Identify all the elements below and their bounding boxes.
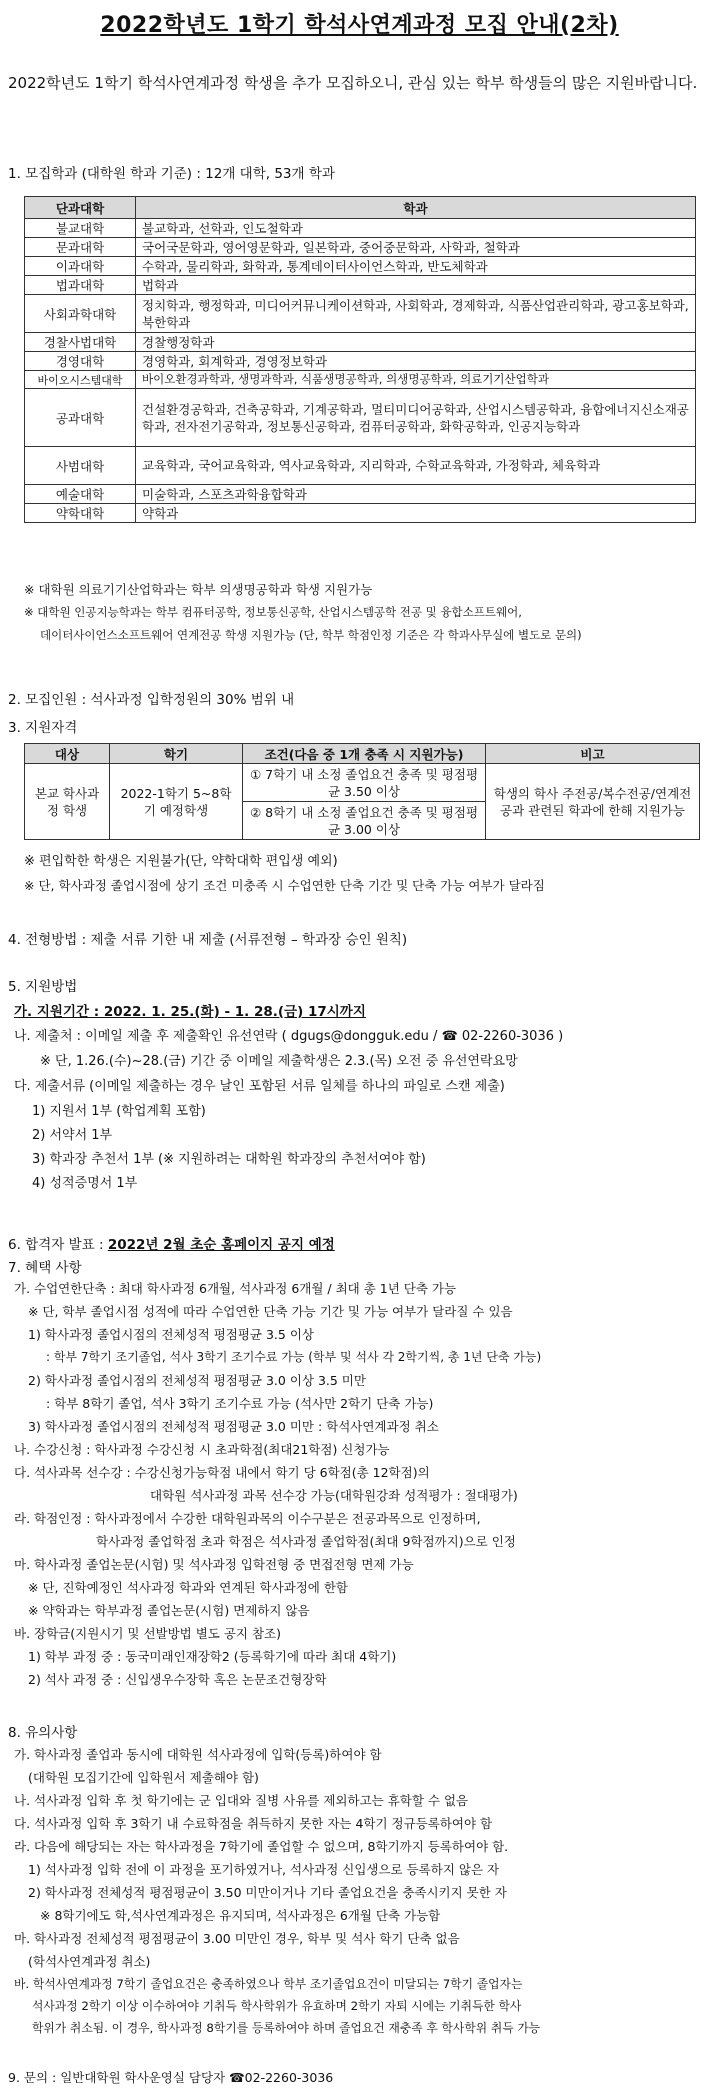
announce-label: 6. 합격자 발표 : [8,1237,108,1253]
col-remark-header: 비고 [486,744,700,764]
benefit-line: 대학원 석사과정 과목 선수강 가능(대학원강좌 성적평가 : 절대평가) [150,1488,518,1503]
table-row [25,504,696,523]
target-cell: 본교 학사과정 학생 [25,764,110,840]
col-target-header: 대상 [25,744,110,764]
table-row [25,257,696,276]
benefit-line: 가. 수업연한단축 : 최대 학사과정 6개월, 석사과정 6개월 / 최대 총 1년 단축 가능 [14,1281,457,1296]
notice-line: 석사과정 2학기 이상 이수하여야 기취득 학사학위가 유효하며 2학기 자퇴 시에는 기취득한 학사 [32,1999,522,2013]
college-cell: 경찰사법대학 [25,333,136,352]
section-3-heading: 3. 지원자격 [8,720,78,736]
benefit-line: 마. 학사과정 졸업논문(시험) 및 석사과정 입학전형 중 면접전형 면제 가능 [14,1557,414,1572]
table-row [25,389,696,447]
term-cell: 2022-1학기 5~8학기 예정학생 [110,764,243,840]
application-period: 가. 지원기간 : 2022. 1. 25.(화) - 1. 28.(금) 17시까지 [14,1004,366,1020]
col-term-header: 학기 [110,744,243,764]
department-cell: 국어국문학과, 영어영문학과, 일본학과, 중어중문학과, 사학과, 철학과 [136,238,696,257]
notice-line: 다. 석사과정 입학 후 3학기 내 수료학점을 취득하지 못한 자는 4학기 정규등록하여야 함 [14,1816,493,1831]
benefit-line: 1) 학부 과정 중 : 동국미래인재장학2 (등록학기에 따라 최대 4학기) [28,1649,397,1664]
table-row [25,447,696,485]
table-row [25,485,696,504]
remark-cell: 학생의 학사 주전공/복수전공/연계전공과 관련된 학과에 한해 지원가능 [486,764,700,840]
college-cell: 공과대학 [25,389,136,447]
condition-cell: ② 8학기 내 소정 졸업요건 충족 및 평점평균 3.00 이상 [243,802,486,840]
section-8-heading: 8. 유의사항 [8,1725,78,1741]
notice-line: (대학원 모집기간에 입학원서 제출해야 함) [28,1770,259,1785]
department-cell: 바이오환경과학과, 생명과학과, 식품생명공학과, 의생명공학과, 의료기기산업학과 [136,371,696,389]
department-cell: 경찰행정학과 [136,333,696,352]
section-1-note: 데이터사이언스소프트웨어 연계전공 학생 지원가능 (단, 학부 학점인정 기준은 각 학과사무실에 별도로 문의) [40,628,582,642]
notice-line: 학위가 취소됨. 이 경우, 학사과정 8학기를 등록하여야 하며 졸업요건 재충족 후 학사학위 취득 가능 [32,2021,541,2035]
section-1-note: ※ 대학원 의료기기산업학과는 학부 의생명공학과 학생 지원가능 [24,582,373,597]
department-cell: 약학과 [136,504,696,523]
notice-line: 마. 학사과정 전체성적 평점평균이 3.00 미만인 경우, 학부 및 석사 학기 단축 없음 [14,1931,460,1946]
college-cell: 이과대학 [25,257,136,276]
department-cell: 정치학과, 행정학과, 미디어커뮤니케이션학과, 사회학과, 경제학과, 식품산업관리학과, 광고홍보학과, 북한학과 [136,295,696,333]
department-table [24,196,696,523]
submit-to: 나. 제출처 : 이메일 제출 후 제출확인 유선연락 ( dgugs@dongguk.edu / ☎ 02-2260-3036 ) [14,1029,564,1044]
benefit-line: 학사과정 졸업학점 초과 학점은 석사과정 졸업학점(최대 9학점까지)으로 인정 [96,1534,516,1549]
notice-line: 1) 석사과정 입학 전에 이 과정을 포기하였거나, 석사과정 신입생으로 등록하지 않은 자 [28,1862,500,1877]
department-cell: 교육학과, 국어교육학과, 역사교육학과, 지리학과, 수학교육학과, 가정학과, 체육학과 [136,447,696,485]
benefit-line: 1) 학사과정 졸업시점의 전체성적 평점평균 3.5 이상 [28,1327,314,1342]
document-item: 1) 지원서 1부 (학업계획 포함) [32,1104,206,1119]
department-cell: 경영학과, 회계학과, 경영정보학과 [136,352,696,371]
document-item: 2) 서약서 1부 [32,1128,113,1143]
benefit-line: 2) 학사과정 졸업시점의 전체성적 평점평균 3.0 이상 3.5 미만 [28,1373,366,1388]
notice-line: 가. 학사과정 졸업과 동시에 대학원 석사과정에 입학(등록)하여야 함 [14,1747,382,1762]
section-6-heading [8,1233,335,1253]
benefit-line: ※ 단, 진학예정인 석사과정 학과와 연계된 학사과정에 한함 [28,1580,348,1595]
notice-line: 라. 다음에 해당되는 자는 학사과정을 7학기에 졸업할 수 없으며, 8학기까지 등록하여야 함. [14,1839,509,1854]
table-row [25,219,696,238]
college-cell: 바이오시스템대학 [25,371,136,389]
benefit-line: 2) 석사 과정 중 : 신입생우수장학 혹은 논문조건형장학 [28,1672,327,1687]
document-item: 4) 성적증명서 1부 [32,1176,138,1191]
documents-heading: 다. 제출서류 (이메일 제출하는 경우 날인 포함된 서류 일체를 하나의 파일로 스캔 제출) [14,1079,505,1094]
section-4-heading: 4. 전형방법 : 제출 서류 기한 내 제출 (서류전형 – 학과장 승인 원칙) [8,932,408,948]
col-college-header: 단과대학 [25,197,136,219]
department-cell: 법학과 [136,276,696,295]
benefit-line: 다. 석사과목 선수강 : 수강신청가능학점 내에서 학기 당 6학점(총 12학점)의 [14,1465,430,1480]
section-2-heading: 2. 모집인원 : 석사과정 입학정원의 30% 범위 내 [8,692,295,708]
benefit-line: : 학부 7학기 조기졸업, 석사 3학기 조기수료 가능 (학부 및 석사 각 2학기씩, 총 1년 단축 가능) [46,1350,542,1364]
benefit-line: 나. 수강신청 : 학사과정 수강신청 시 초과학점(최대21학점) 신청가능 [14,1442,390,1457]
college-cell: 사회과학대학 [25,295,136,333]
department-cell: 수학과, 물리학과, 화학과, 통계데이터사이언스학과, 반도체학과 [136,257,696,276]
condition-cell: ① 7학기 내 소정 졸업요건 충족 및 평점평균 3.50 이상 [243,764,486,802]
notice-line: 나. 석사과정 입학 후 첫 학기에는 군 입대와 질병 사유를 제외하고는 휴학할 수 없음 [14,1793,469,1808]
col-department-header: 학과 [136,197,696,219]
section-5-heading: 5. 지원방법 [8,979,78,995]
announce-date: 2022년 2월 초순 홈페이지 공지 예정 [107,1237,335,1253]
submit-note: ※ 단, 1.26.(수)~28.(금) 기간 중 이메일 제출학생은 2.3.(목) 오전 중 유선연락요망 [40,1054,518,1069]
table-row [25,276,696,295]
benefit-line: 라. 학점인정 : 학사과정에서 수강한 대학원과목의 이수구분은 전공과목으로 인정하며, [14,1511,481,1526]
section-1-heading: 1. 모집학과 (대학원 학과 기준) : 12개 대학, 53개 학과 [8,166,335,182]
table-row [25,295,696,333]
notice-line: 2) 학사과정 전체성적 평점평균이 3.50 미만이거나 기타 졸업요건을 충족시키지 못한 자 [28,1885,507,1900]
section-3-note: ※ 단, 학사과정 졸업시점에 상기 조건 미충족 시 수업연한 단축 기간 및 단축 가능 여부가 달라짐 [24,878,545,893]
notice-line: ※ 8학기에도 학,석사연계과정은 유지되며, 석사과정은 6개월 단축 가능함 [40,1908,441,1923]
eligibility-table [24,743,700,840]
college-cell: 경영대학 [25,352,136,371]
section-1-note: ※ 대학원 인공지능학과는 학부 컴퓨터공학, 정보통신공학, 산업시스템공학 전공 및 융합소프트웨어, [24,605,522,619]
notice-line: 바. 학석사연계과정 7학기 졸업요건은 충족하였으나 학부 조기졸업요건이 미달되는 7학기 졸업자는 [14,1977,523,1991]
table-row [25,333,696,352]
table-row [25,238,696,257]
benefit-line: : 학부 8학기 졸업, 석사 3학기 조기수료 가능 (석사만 2학기 단축 가능) [46,1396,434,1411]
benefit-line: ※ 약학과는 학부과정 졸업논문(시험) 면제하지 않음 [28,1603,310,1618]
department-cell: 미술학과, 스포츠과학융합학과 [136,485,696,504]
contact-line: 9. 문의 : 일반대학원 학사운영실 담당자 ☎02-2260-3036 [8,2070,334,2085]
college-cell: 약학대학 [25,504,136,523]
benefit-line: 바. 장학금(지원시기 및 선발방법 별도 공지 참조) [14,1626,281,1641]
col-condition-header: 조건(다음 중 1개 충족 시 지원가능) [243,744,486,764]
section-3-note: ※ 편입학한 학생은 지원불가(단, 약학대학 편입생 예외) [24,854,338,869]
document-item: 3) 학과장 추천서 1부 (※ 지원하려는 대학원 학과장의 추천서여야 함) [32,1152,426,1167]
college-cell: 문과대학 [25,238,136,257]
college-cell: 법과대학 [25,276,136,295]
college-cell: 사범대학 [25,447,136,485]
department-cell: 불교학과, 선학과, 인도철학과 [136,219,696,238]
section-7-heading: 7. 혜택 사항 [8,1260,82,1276]
department-cell: 건설환경공학과, 건축공학과, 기계공학과, 멀티미디어공학과, 산업시스템공학과, 융합에너지신소재공학과, 전자전기공학과, 정보통신공학과, 컴퓨터공학과, 화학공학과, 인공지능학과 [136,389,696,447]
college-cell: 불교대학 [25,219,136,238]
benefit-line: ※ 단, 학부 졸업시점 성적에 따라 수업연한 단축 가능 기간 및 가능 여부가 달라질 수 있음 [28,1304,513,1319]
table-row [25,352,696,371]
college-cell: 예술대학 [25,485,136,504]
table-row [25,371,696,389]
notice-line: (학석사연계과정 취소) [28,1954,151,1969]
page-title: 2022학년도 1학기 학석사연계과정 모집 안내(2차) [100,13,619,38]
benefit-line: 3) 학사과정 졸업시점의 전체성적 평점평균 3.0 미만 : 학석사연계과정 취소 [28,1419,439,1434]
intro-text: 2022학년도 1학기 학석사연계과정 학생을 추가 모집하오니, 관심 있는 학부 학생들의 많은 지원바랍니다. [8,74,698,92]
